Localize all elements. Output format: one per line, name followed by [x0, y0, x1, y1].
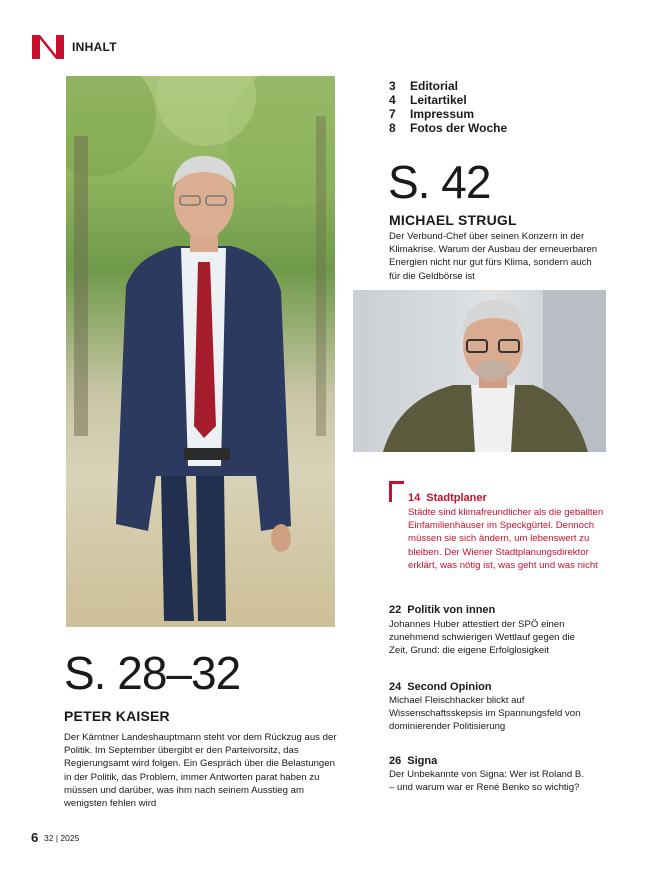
strugl-teaser-text: Der Verbund-Chef über seinen Konzern in der Klimakrise. Warum der Ausbau der erneuerbaren Energien nicht nur gut fürs Klima, sondern auch für die Geldbörse ist	[389, 231, 598, 282]
toc-item[interactable]	[389, 107, 507, 121]
toc-page-number: 4	[389, 93, 396, 107]
issue-number: 32 | 2025	[44, 833, 80, 843]
toc-page-number: 7	[389, 107, 396, 121]
kaiser-photo-illustration	[66, 76, 335, 627]
brand-logo-icon	[32, 35, 64, 59]
strugl-photo-illustration	[353, 290, 606, 452]
toc-page-number: 3	[389, 79, 396, 93]
page-reference-kaiser[interactable]: S. 28–32	[64, 647, 241, 699]
featured-page-number: 14	[408, 492, 421, 504]
kaiser-photo	[66, 76, 335, 627]
page-reference-strugl[interactable]: S. 42	[388, 156, 491, 208]
item-title[interactable]	[389, 681, 492, 693]
toc-item[interactable]	[389, 79, 507, 93]
strugl-photo	[353, 290, 606, 452]
kaiser-headline[interactable]: PETER KAISER	[64, 708, 170, 724]
item-title-label: Second Opinion	[407, 681, 492, 693]
toc-page-number: 8	[389, 121, 396, 135]
section-label: INHALT	[72, 40, 117, 54]
item-title-label: Signa	[407, 755, 438, 767]
item-page-number: 22	[389, 604, 402, 616]
featured-title[interactable]	[408, 492, 487, 504]
item-page-number: 26	[389, 755, 402, 767]
item-text: Johannes Huber attestiert der SPÖ einen zunehmend schwierigen Wettlauf gegen die Zeit, Grund: die eigene Erfolglosigkeit	[389, 619, 575, 657]
featured-bracket-decoration	[389, 481, 404, 502]
item-page-number: 24	[389, 681, 402, 693]
item-title[interactable]	[389, 604, 495, 616]
toc-item[interactable]	[389, 93, 507, 107]
item-text: Der Unbekannte von Signa: Wer ist Roland B. – und warum war er René Benko so wichtig?	[389, 769, 584, 794]
toc-item[interactable]	[389, 121, 507, 135]
toc-label: Fotos der Woche	[410, 121, 508, 135]
item-text: Michael Fleischhacker blickt auf Wissenschaftsskepsis im Spannungsfeld von dominierender Politisierung	[389, 695, 581, 733]
item-title-label: Politik von innen	[407, 604, 496, 616]
toc-label: Leitartikel	[410, 93, 467, 107]
toc-label: Editorial	[410, 79, 459, 93]
kaiser-teaser-text: Der Kärntner Landeshauptmann steht vor dem Rückzug aus der Politik. Im September übergibt er den Parteivorsitz, das Regierungsamt wird folgen. Ein Gespräch über die Belastungen in der Politik, das Problem, immer Antworten parat haben zu müssen und darüber, was ihm nach seinem Ausstieg am wenigsten fehlen wird	[64, 732, 337, 810]
toc-label: Impressum	[410, 107, 475, 121]
strugl-headline[interactable]: MICHAEL STRUGL	[389, 212, 517, 228]
toc-list	[389, 79, 507, 135]
featured-title-label: Stadtplaner	[426, 492, 487, 504]
featured-text: Städte sind klimafreundlicher als die geballten Einfamilienhäuser im Speckgürtel. Dennoch müssen sie sich ändern, um lebenswert zu bleiben. Der Wiener Stadtplanungsdirektor erklärt, was nötig ist, was geht und was nicht	[408, 507, 604, 571]
page-number: 6	[31, 830, 39, 845]
item-title[interactable]	[389, 755, 437, 767]
